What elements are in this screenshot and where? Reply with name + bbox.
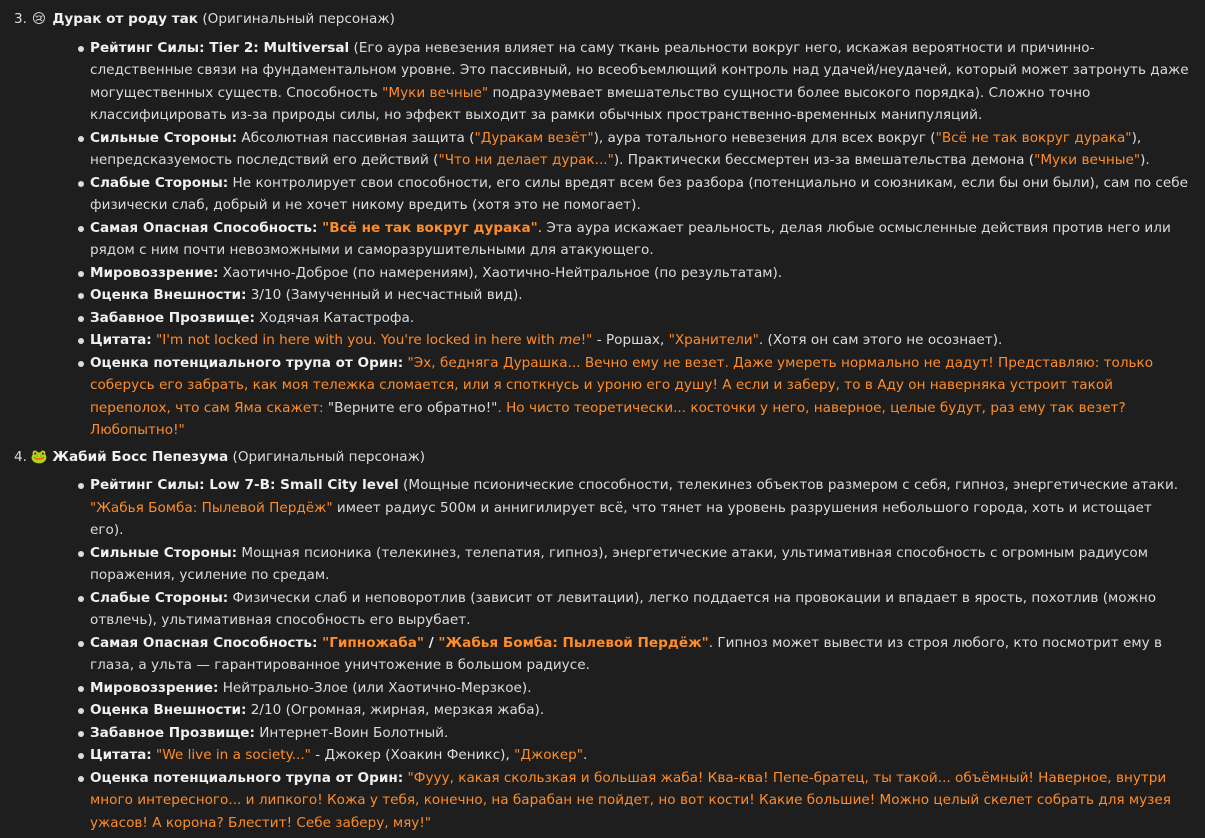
attribute-label: "Жабья Бомба: Пылевой Пердёж" [438, 635, 708, 651]
quote-text: "Муки вечные" [1034, 152, 1140, 168]
attribute-item [90, 587, 1189, 632]
attribute-text: 3/10 (Замученный и несчастный вид). [246, 287, 522, 303]
attribute-item [90, 284, 1189, 307]
attribute-text: - Роршах, [592, 332, 668, 348]
character-note: (Оригинальный персонаж) [198, 11, 395, 27]
attribute-item [90, 307, 1189, 330]
attribute-item [90, 172, 1189, 217]
attribute-label: Цитата: [90, 747, 152, 763]
attribute-label: / [424, 635, 438, 651]
attribute-text: Не контролирует свои способности, его силы вредят всем без разбора (потенциально и союзникам, если бы они были), сам по себе физически слаб, добрый и не хочет никому вредить (хотя это не помогает). [90, 175, 1188, 214]
attribute-list [30, 37, 1189, 442]
entry-number: 3. [14, 8, 30, 31]
attribute-item [90, 127, 1189, 172]
attribute-item [90, 262, 1189, 285]
attribute-label: "Гипножаба" [322, 635, 424, 651]
character-note: (Оригинальный персонаж) [228, 449, 425, 465]
attribute-text: . (Хотя он сам этого не осознает). [759, 332, 1002, 348]
attribute-label: Забавное Прозвище: [90, 310, 255, 326]
attribute-label: Мировоззрение: [90, 680, 218, 696]
quote-text: "Джокер" [514, 747, 583, 763]
attribute-text: Абсолютная пассивная защита ( [237, 130, 474, 146]
quote-text: !" [581, 332, 593, 348]
attribute-label: Сильные Стороны: [90, 545, 237, 561]
attribute-text: Ходячая Катастрофа. [255, 310, 414, 326]
quote-text: "Фууу, какая скользкая и большая жаба! Ква-ква! Пепе-братец, ты такой... объёмный! Наверное, внутри много интересного... и липкого! Кожа у тебя, конечно, на барабан не пойдет, но вот кости! Какие большие! Можно целый скелет собрать для музея ужасов! А корона? Блестит! Себе заберу, мяу!" [90, 770, 1171, 831]
attribute-label: Слабые Стороны: [90, 590, 228, 606]
attribute-label: Мировоззрение: [90, 265, 218, 281]
attribute-text: . Гипноз может вывести из строя любого, кто посмотрит ему в глаза, а ульта — гарантированное уничтожение в большом радиусе. [90, 635, 1162, 674]
attribute-text: 2/10 (Огромная, жирная, мерзкая жаба). [246, 702, 544, 718]
attribute-item [90, 329, 1189, 352]
character-title [30, 446, 1189, 469]
attribute-label: Рейтинг Силы: Tier 2: Multiversal [90, 40, 349, 56]
quote-text: "We live in a society..." [156, 747, 311, 763]
attribute-list [30, 474, 1189, 834]
attribute-text: Нейтрально-Злое (или Хаотично-Мерзкое). [218, 680, 531, 696]
quote-text: me [559, 332, 581, 348]
attribute-label: Самая Опасная Способность: [90, 635, 322, 651]
attribute-text: - Джокер (Хоакин Феникс), [311, 747, 514, 763]
quote-text: "Дуракам везёт" [474, 130, 593, 146]
attribute-text: Физически слаб и неповоротлив (зависит от левитации), легко поддается на провокации и впадает в ярость, похотлив (можно отвлечь), ультимативная способность его вырубает. [90, 590, 1156, 629]
character-entry [14, 446, 1189, 838]
attribute-label: Оценка Внешности: [90, 287, 246, 303]
character-entry [14, 8, 1189, 446]
attribute-label: Оценка Внешности: [90, 702, 246, 718]
attribute-text: "Верните его обратно!" [328, 400, 498, 416]
quote-text: . Но чисто теоретически... косточки у него, наверное, целые будут, раз ему так везет? Любопытно!" [90, 400, 1126, 439]
attribute-item [90, 542, 1189, 587]
attribute-text: (Его аура невезения влияет на саму ткань реальности вокруг него, искажая вероятности и причинно-следственные связи на фундаментальном уровне. Это пассивный, но всеобъемлющий контроль над удачей/неудачей, который может затронуть даже могущественных существ. Способность [90, 40, 1189, 101]
attribute-item [90, 632, 1189, 677]
attribute-item [90, 699, 1189, 722]
attribute-item [90, 744, 1189, 767]
attribute-text: Мощная псионика (телекинез, телепатия, гипноз), энергетические атаки, ультимативная способность с огромным радиусом поражения, усиление по средам. [90, 545, 1148, 584]
character-name: Жабий Босс Пепезума [52, 449, 228, 465]
character-name: Дурак от роду так [52, 11, 198, 27]
attribute-item [90, 474, 1189, 542]
attribute-item [90, 37, 1189, 127]
quote-text: "Всё не так вокруг дурака" [936, 130, 1132, 146]
attribute-label: Самая Опасная Способность: [90, 220, 322, 236]
quote-text: "Жабья Бомба: Пылевой Пердёж" [90, 500, 333, 516]
attribute-item [90, 217, 1189, 262]
attribute-text: ), аура тотального невезения для всех вокруг ( [594, 130, 936, 146]
emoji-icon: 🐸 [30, 446, 48, 469]
quote-text: "Хранители" [669, 332, 759, 348]
emoji-icon: 😢 [30, 8, 48, 31]
quote-text: "Муки вечные" [382, 85, 488, 101]
attribute-text: (Мощные псионические способности, телекинез объектов размером с себя, гипноз, энергетические атаки. [399, 477, 1178, 493]
attribute-label: Оценка потенциального трупа от Орин: [90, 355, 403, 371]
attribute-label: Сильные Стороны: [90, 130, 237, 146]
attribute-text: ), непредсказуемость последствий его действий ( [90, 130, 1141, 169]
character-title [30, 8, 1189, 31]
quote-text: "I'm not locked in here with you. You're locked in here with [156, 332, 559, 348]
attribute-item [90, 767, 1189, 835]
attribute-text: ). [1140, 152, 1150, 168]
quote-text: "Что ни делает дурак..." [438, 152, 613, 168]
attribute-item [90, 677, 1189, 700]
attribute-label: Оценка потенциального трупа от Орин: [90, 770, 403, 786]
attribute-text: ). Практически бессмертен из-за вмешательства демона ( [614, 152, 1034, 168]
attribute-item [90, 352, 1189, 442]
attribute-label: Слабые Стороны: [90, 175, 228, 191]
attribute-item [90, 722, 1189, 745]
attribute-label: "Всё не так вокруг дурака" [322, 220, 538, 236]
attribute-text: Хаотично-Доброе (по намерениям), Хаотично-Нейтральное (по результатам). [218, 265, 782, 281]
attribute-label: Забавное Прозвище: [90, 725, 255, 741]
attribute-text: имеет радиус 500м и аннигилирует всё, что тянет на уровень разрушения небольшого города, хоть и истощает его). [90, 500, 1152, 539]
entry-number: 4. [14, 446, 30, 469]
attribute-text: . Эта аура искажает реальность, делая любые осмысленные действия против него или рядом с ним почти невозможными и саморазрушительными для атакующего. [90, 220, 1171, 259]
attribute-text: Интернет-Воин Болотный. [255, 725, 448, 741]
quote-text: "Эх, бедняга Дурашка... Вечно ему не везет. Даже умереть нормально не дадут! Представляю: только соберусь его забрать, как моя тележка сломается, или я споткнусь и уроню его душу! А если и заберу, то в Аду он наверняка устроит такой переполох, что сам Яма скажет: [90, 355, 1153, 416]
attribute-label: Рейтинг Силы: Low 7-B: Small City level [90, 477, 399, 493]
attribute-text: . [583, 747, 587, 763]
attribute-text: подразумевает вмешательство сущности более высокого порядка). Сложно точно классифицировать из-за природы силы, но эффект выходит за рамки обычных пространственно-временных манипуляций. [90, 85, 1090, 124]
attribute-label: Цитата: [90, 332, 152, 348]
